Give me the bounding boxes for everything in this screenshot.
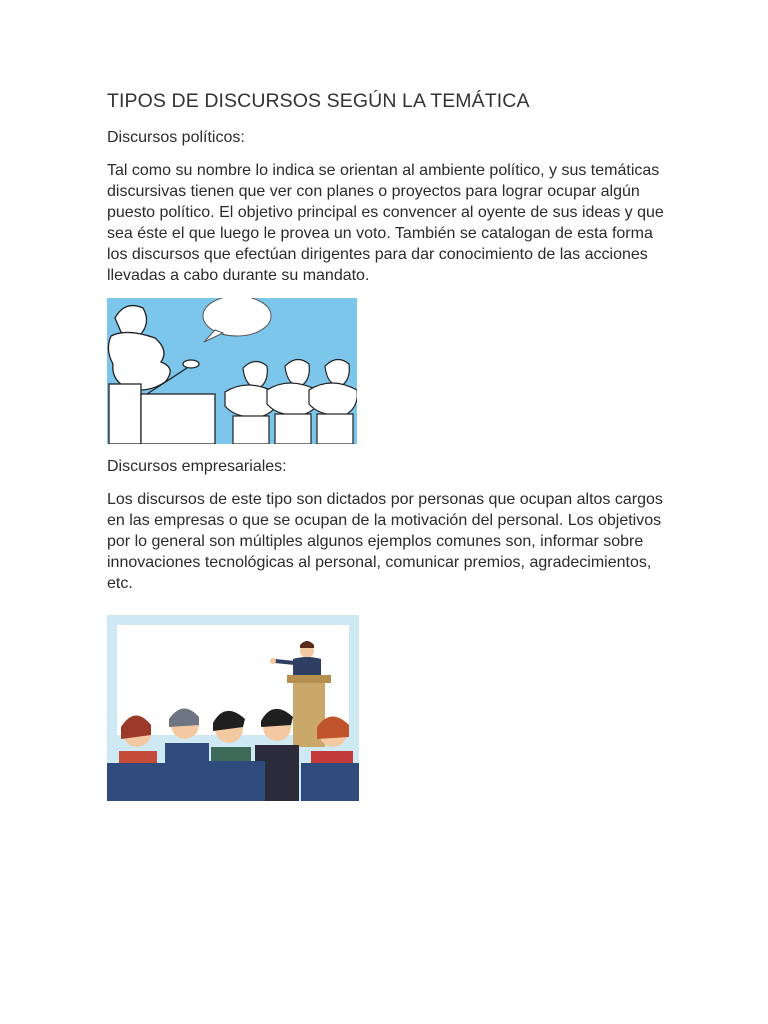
document-page	[107, 88, 667, 801]
section-heading-politicos: Discursos políticos:	[107, 129, 245, 146]
page-title: TIPOS DE DISCURSOS SEGÚN LA TEMÁTICA	[107, 90, 530, 112]
section-heading-empresariales: Discursos empresariales:	[107, 458, 287, 475]
section-body-empresariales: Los discursos de este tipo son dictados por personas que ocupan altos cargos en las empresas o que se ocupan de la motivación del personal. Los objetivos por lo general son múltiples algunos ejemplos comunes son, informar sobre innovaciones tecnológicas al personal, comunicar premios, agradecimientos, etc.	[107, 491, 663, 592]
section-body-politicos: Tal como su nombre lo indica se orientan al ambiente político, y sus temáticas discursivas tienen que ver con planes o proyectos para lograr ocupar algún puesto político. El objetivo principal es convencer al oyente de sus ideas y que sea éste el que luego le provea un voto. También se catalogan de esta forma los discursos que efectúan dirigentes para dar conocimiento de las acciones llevadas a cabo durante su mandato.	[107, 162, 664, 284]
political-speech-cartoon	[107, 298, 357, 444]
business-speech-illustration	[107, 615, 359, 801]
